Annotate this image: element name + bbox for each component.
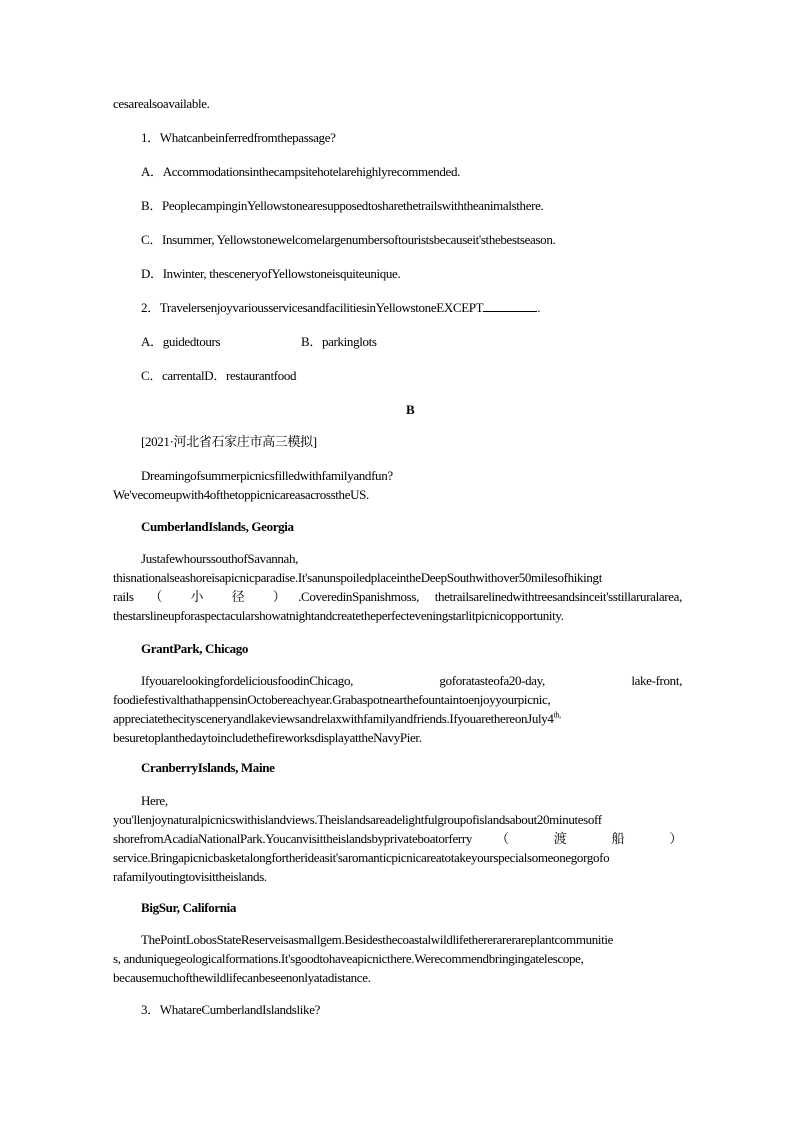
place-text-cumberland: [113, 549, 682, 625]
place-heading-big-sur: BigSur, California: [141, 900, 237, 915]
place-heading-cranberry: CranberryIslands, Maine: [141, 760, 275, 775]
text-line: ThePointLobosStateReserveisasmallgem.Besidesthecoastalwildlifethererarerareplantcommunitie: [141, 932, 614, 947]
source-note: [2021·河北省石家庄市高三模拟]: [141, 434, 317, 449]
place-heading-grant-park: GrantPark, Chicago: [141, 641, 249, 656]
text-line: JustafewhourssouthofSavannah,: [141, 551, 299, 566]
text-line: besuretoplanthedaytoincludethefireworksdisplayattheNavyPier.: [113, 730, 422, 745]
question-2-option-b: B．parkinglots: [301, 334, 377, 349]
text-line: rafamilyoutingtovisittheislands.: [113, 869, 267, 884]
text-line: shorefromAcadiaNationalPark.Youcanvisittheislandsbyprivateboatorferry （ 渡 船 ）: [113, 831, 682, 846]
place-heading-cumberland: CumberlandIslands, Georgia: [141, 519, 294, 534]
question-2-option-a: A．guidedtours: [141, 334, 221, 349]
text-line: IfyouarelookingfordeliciousfoodinChicago, goforatasteofa20-day, lake-front,: [141, 673, 682, 688]
question-1-option-b: B．PeoplecampinginYellowstonearesupposedtosharethetrailswiththeanimalsthere.: [141, 198, 544, 213]
question-2-stem-text: 2．TravelersenjoyvariousservicesandfacilitiesinYellowstoneEXCEPT: [141, 300, 484, 315]
place-text-cranberry: [113, 791, 682, 886]
place-text-big-sur: [113, 930, 682, 987]
question-3-stem: 3．WhatareCumberlandIslandslike?: [141, 1002, 321, 1017]
text-line: foodiefestivalthathappensinOctobereachyear.Grabaspotnearthefountaintoenjoyyourpicnic,: [113, 692, 551, 707]
text-line: thisnationalseashoreisapicnicparadise.It'sanunspoiledplaceintheDeepSouthwithover50milesofhikingt: [113, 570, 602, 585]
answer-blank: [483, 300, 537, 312]
text-line: appreciatethecitysceneryandlakeviewsandrelaxwithfamilyandfriends.IfyouarethereonJuly4: [113, 711, 554, 726]
question-1-option-a: A．Accommodationsinthecampsitehotelarehighlyrecommended.: [141, 164, 461, 179]
text-line: Here,: [141, 793, 168, 808]
place-text-grant-park: [113, 671, 682, 747]
question-2-stem-end: .: [537, 300, 541, 315]
question-1-option-c: C．Insummer, Yellowstonewelcomelargenumbersoftouristsbecauseit'sthebestseason.: [141, 232, 556, 247]
text-line: thestarslineupforaspectacularshowatnightandcreatetheperfecteveningstarlitpicnicopportunity.: [113, 608, 564, 623]
section-label: B: [406, 402, 415, 417]
intro-line-2: We'vecomeupwith4ofthetoppicnicareasacrosstheUS.: [113, 487, 369, 502]
text-line: rails （ 小 径 ）.CoveredinSpanishmoss, thetrailsarelinedwithtreesandsinceit'sstillaruralarea,: [113, 589, 682, 604]
question-2-option-c-d: C．carrentalD．restaurantfood: [141, 368, 297, 383]
passage-a-tail: cesarealsoavailable.: [113, 96, 210, 111]
text-line: service.Bringapicnicbasketalongfortherideasit'saromanticpicnicareatotakeyourspecialsomeonegorgofo: [113, 850, 610, 865]
text-line-with-sup: [113, 709, 682, 728]
question-1-stem: 1．Whatcanbeinferredfromthepassage?: [141, 130, 336, 145]
text-line: you'llenjoynaturalpicnicswithislandviews.Theislandsareadelightfulgroupofislandsabout20minutesoff: [113, 812, 602, 827]
text-line: becausemuchofthewildlifecanbeseenonlyatadistance.: [113, 970, 371, 985]
intro-line-1: Dreamingofsummerpicnicsfilledwithfamilyandfun?: [141, 468, 393, 483]
superscript: th,: [553, 710, 561, 720]
question-2-stem: [141, 300, 540, 316]
text-line: s, anduniquegeologicalformations.It'sgoodtohaveapicnicthere.Werecommendbringingatelescope,: [113, 951, 584, 966]
question-1-option-d: D．Inwinter, thesceneryofYellowstoneisquiteunique.: [141, 266, 401, 281]
